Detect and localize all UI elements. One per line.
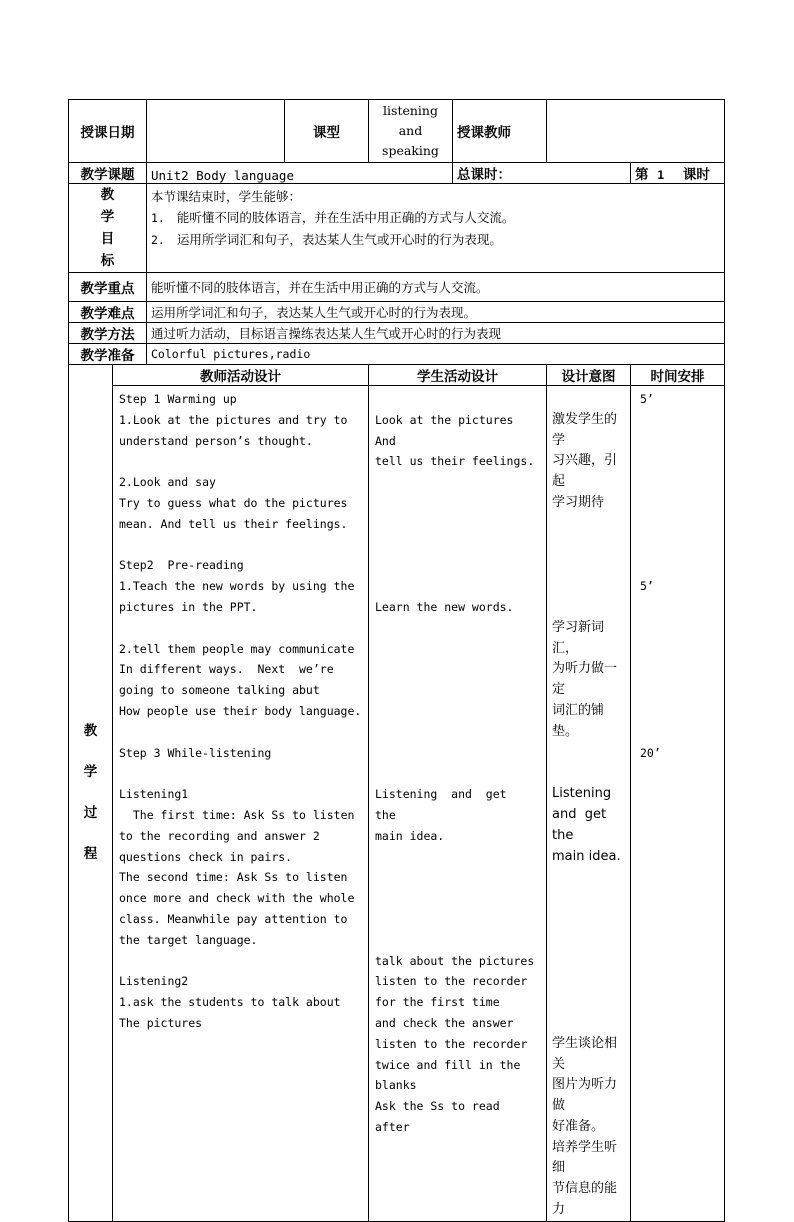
student-activity-line: listen to the recorder <box>375 1036 528 1051</box>
student-activity-line: talk about the pictures <box>375 953 535 968</box>
teacher-activity-line <box>119 951 362 972</box>
teacher-activity-line: 1.Look at the pictures and try to <box>119 412 348 427</box>
time-line <box>640 680 718 701</box>
student-activity-line <box>375 888 540 909</box>
process-label-char: 教 <box>83 722 98 739</box>
student-activity-line <box>375 618 540 639</box>
student-activity-line: blanks <box>375 1078 417 1093</box>
student-activity-line: tell us their feelings. <box>375 454 535 469</box>
student-activity-line <box>375 576 540 597</box>
student-activity-line: for the first time <box>375 995 500 1010</box>
student-activity-line <box>375 763 540 784</box>
teacher-activity-cell <box>113 386 369 1222</box>
time-line <box>640 597 718 618</box>
design-intent-line <box>552 971 626 992</box>
time-line <box>640 618 718 639</box>
design-intent-line <box>552 867 626 888</box>
design-intent-line: 习兴趣，引起 <box>552 453 618 490</box>
student-activity-line: and check the answer <box>375 1015 514 1030</box>
preparation-value: Colorful pictures,radio <box>147 344 725 365</box>
teacher-activity-line: 2.tell them people may communicate <box>119 641 355 656</box>
design-intent-line <box>552 597 626 618</box>
objectives-label-char: 标 <box>100 253 115 269</box>
student-activity-line <box>375 535 540 556</box>
student-activity-line <box>375 722 540 743</box>
type-label: 课型 <box>285 100 369 163</box>
objectives-label <box>69 184 147 273</box>
design-intent-line: 好准备。 <box>552 1118 605 1134</box>
student-activity-line: twice and fill in the <box>375 1057 521 1072</box>
teacher-activity-line <box>119 722 362 743</box>
teacher-activity-line: Step 3 While-listening <box>119 745 272 760</box>
teacher-label: 授课教师 <box>453 100 547 163</box>
student-activity-line <box>375 472 540 493</box>
time-line <box>640 535 718 556</box>
teacher-activity-line <box>119 535 362 556</box>
design-intent-line <box>552 743 626 764</box>
teacher-activity-lines <box>119 389 362 1034</box>
teacher-activity-line: Step 1 Warming up <box>119 392 237 406</box>
date-value[interactable] <box>147 100 285 163</box>
methods-label: 教学方法 <box>69 323 147 344</box>
student-activity-line <box>375 639 540 660</box>
design-intent-line: main idea. <box>552 848 621 864</box>
teacher-activity-line: In different ways. Next we’re <box>119 662 334 677</box>
student-activity-line <box>375 743 540 764</box>
teacher-activity-header: 教师活动设计 <box>113 365 369 386</box>
student-activity-line <box>375 930 540 951</box>
time-line <box>640 722 718 743</box>
student-activity-line <box>375 909 540 930</box>
time-line: 5’ <box>640 579 654 594</box>
objectives-intro: 本节课结束时，学生能够： <box>151 189 302 204</box>
time-line <box>640 659 718 680</box>
time-line <box>640 555 718 576</box>
teacher-activity-line: Listening2 <box>119 974 189 989</box>
total-periods-label: 总课时： <box>453 163 631 184</box>
teacher-activity-line: Try to guess what do the pictures <box>119 495 348 510</box>
type-value-line: and <box>398 123 423 138</box>
difficulties-value: 运用所学词汇和句子，表达某人生气或开心时的行为表现。 <box>147 302 725 323</box>
teacher-activity-line: mean. And tell us their feelings. <box>119 516 348 531</box>
process-label-char: 学 <box>83 763 98 780</box>
time-lines <box>640 389 718 763</box>
teacher-activity-line: The pictures <box>119 1015 203 1030</box>
methods-value: 通过听力活动，目标语言操练表达某人生气或开心时的行为表现 <box>147 323 725 344</box>
teacher-activity-line: once more and check with the whole <box>119 891 355 906</box>
design-intent-line: 学习期待 <box>552 494 605 510</box>
objective-item: 1. 能听懂不同的肢体语言，并在生活中用正确的方式与人交流。 <box>151 210 515 225</box>
objectives-label-char: 学 <box>100 209 115 225</box>
time-line <box>640 451 718 472</box>
type-value <box>369 100 453 163</box>
design-intent-line: 为听力做一定 <box>552 661 618 698</box>
design-intent-line: 学生谈论相关 <box>552 1035 618 1072</box>
teacher-activity-line: Listening1 <box>119 787 189 802</box>
time-header: 时间安排 <box>631 365 725 386</box>
design-intent-line <box>552 992 626 1013</box>
teacher-activity-line: the target language. <box>119 932 258 947</box>
preparation-label: 教学准备 <box>69 344 147 365</box>
period-value <box>631 163 725 184</box>
student-activity-line: Ask the Ss to read after <box>375 1099 507 1134</box>
design-intent-line <box>552 930 626 951</box>
student-activity-line <box>375 680 540 701</box>
teacher-activity-line: pictures in the PPT. <box>119 599 258 614</box>
teacher-value[interactable] <box>547 100 725 163</box>
design-intent-line <box>552 555 626 576</box>
student-activity-line <box>375 555 540 576</box>
lesson-plan-table <box>68 99 725 1222</box>
design-intent-lines <box>552 389 626 1221</box>
topic-value: Unit2 Body language <box>147 163 453 184</box>
teacher-activity-line: The second time: Ask Ss to listen <box>119 870 348 885</box>
time-line <box>640 431 718 452</box>
time-line <box>640 410 718 431</box>
time-line <box>640 701 718 722</box>
teacher-activity-line: Step2 Pre-reading <box>119 558 244 573</box>
process-label-char: 过 <box>83 804 98 821</box>
teacher-activity-line: The first time: Ask Ss to listen <box>119 807 355 822</box>
time-line <box>640 472 718 493</box>
period-prefix: 第 <box>635 167 649 183</box>
teacher-activity-line: questions check in pairs. <box>119 849 293 864</box>
time-line <box>640 514 718 535</box>
design-intent-line: 词汇的铺垫。 <box>552 702 605 739</box>
student-activity-line <box>375 701 540 722</box>
time-line: 5’ <box>640 392 654 406</box>
design-intent-line: 学习新词汇， <box>552 619 605 656</box>
key-points-label: 教学重点 <box>69 273 147 302</box>
design-intent-line: and get the <box>552 806 611 843</box>
time-line: 20’ <box>640 745 661 760</box>
date-label: 授课日期 <box>69 100 147 163</box>
design-intent-line <box>552 951 626 972</box>
process-label-char: 程 <box>83 845 98 862</box>
teacher-activity-line: to the recording and answer 2 <box>119 828 320 843</box>
student-activity-line <box>375 659 540 680</box>
key-points-value: 能听懂不同的肢体语言，并在生活中用正确的方式与人交流。 <box>147 273 725 302</box>
design-intent-line <box>552 576 626 597</box>
design-intent-line <box>552 389 626 410</box>
teacher-activity-line: going to someone talking abut <box>119 683 320 698</box>
design-intent-line <box>552 888 626 909</box>
student-activity-line <box>375 847 540 868</box>
design-intent-line <box>552 1013 626 1034</box>
design-intent-line: 节信息的能力 <box>552 1181 618 1218</box>
type-value-line: listening <box>383 103 438 118</box>
teacher-activity-line: 2.Look and say <box>119 475 216 490</box>
design-intent-line: 激发学生的学 <box>552 411 618 448</box>
teacher-activity-line: 1.ask the students to talk about <box>119 995 341 1010</box>
student-activity-line <box>375 514 540 535</box>
period-number: 1 <box>657 168 665 182</box>
teacher-activity-line <box>119 618 362 639</box>
time-line <box>640 639 718 660</box>
student-activity-line <box>375 867 540 888</box>
objectives-label-char: 教 <box>100 187 115 203</box>
student-activity-line: main idea. <box>375 828 445 843</box>
student-activity-cell <box>369 386 547 1222</box>
student-activity-line: Look at the pictures And <box>375 412 521 448</box>
type-value-line: speaking <box>382 143 439 158</box>
difficulties-label: 教学难点 <box>69 302 147 323</box>
objective-item: 2. 运用所学词汇和句子，表达某人生气或开心时的行为表现。 <box>151 232 502 247</box>
student-activity-line: Learn the new words. <box>375 599 514 614</box>
teacher-activity-line <box>119 763 362 784</box>
teacher-activity-line: 1.Teach the new words by using the <box>119 579 355 594</box>
teacher-activity-line: class. Meanwhile pay attention to <box>119 911 348 926</box>
topic-label: 教学课题 <box>69 163 147 184</box>
objectives-label-char: 目 <box>100 231 115 247</box>
design-intent-line: 图片为听力做 <box>552 1077 618 1114</box>
student-activity-line <box>375 493 540 514</box>
period-suffix: 课时 <box>682 167 710 183</box>
teacher-activity-line: How people use their body language. <box>119 703 362 718</box>
design-intent-line <box>552 535 626 556</box>
design-intent-line <box>552 514 626 535</box>
process-label <box>69 365 113 1222</box>
design-intent-line: 培养学生听细 <box>552 1139 618 1176</box>
design-intent-line <box>552 763 626 784</box>
design-intent-line: Listening <box>552 786 612 802</box>
student-activity-line: Listening and get the <box>375 787 521 822</box>
student-activity-header: 学生活动设计 <box>369 365 547 386</box>
design-intent-line <box>552 909 626 930</box>
student-activity-lines <box>375 389 540 1138</box>
teacher-activity-line: understand person’s thought. <box>119 433 313 448</box>
student-activity-line <box>375 389 540 410</box>
design-intent-header: 设计意图 <box>547 365 631 386</box>
student-activity-line: listen to the recorder <box>375 974 528 989</box>
objectives-content <box>147 184 725 273</box>
design-intent-cell <box>547 386 631 1222</box>
teacher-activity-line <box>119 451 362 472</box>
time-line <box>640 493 718 514</box>
time-cell <box>631 386 725 1222</box>
